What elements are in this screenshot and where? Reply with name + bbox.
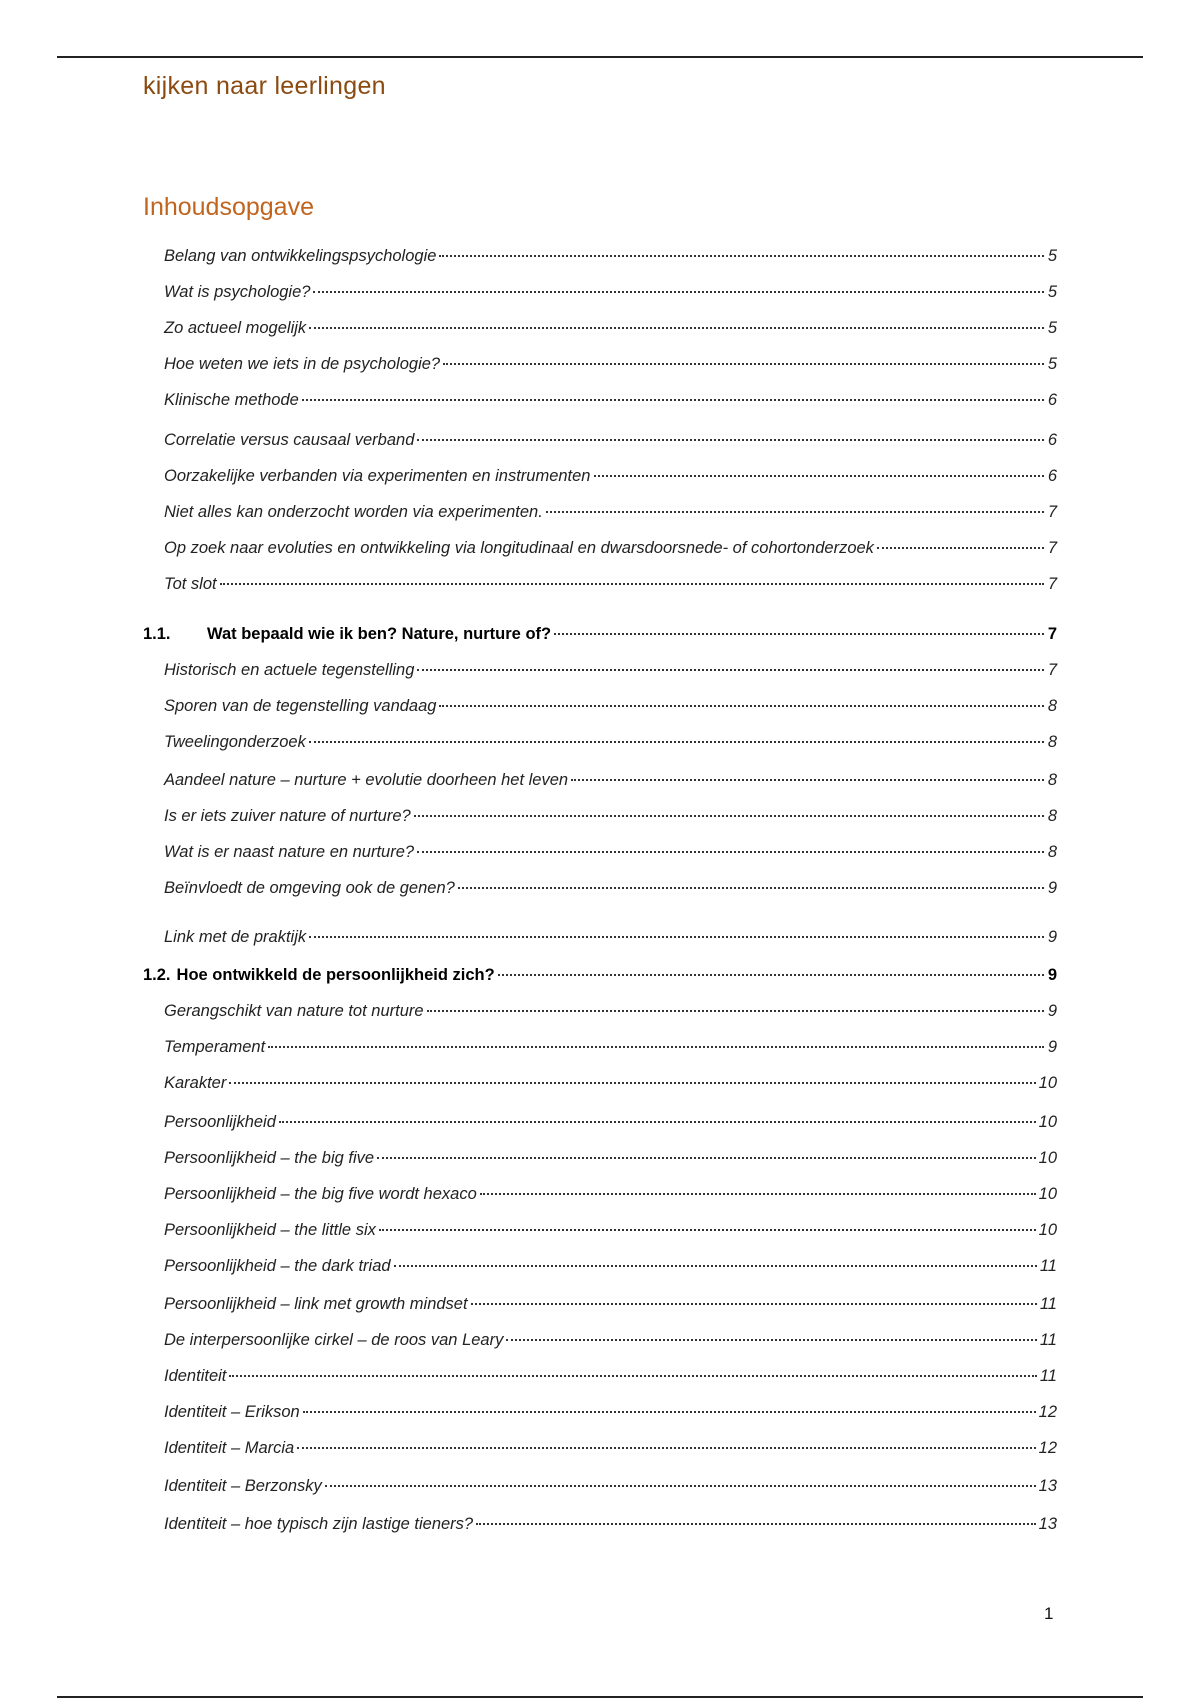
toc-page-number: 8 <box>1047 771 1057 789</box>
dot-leader <box>439 705 1044 707</box>
toc-entry-label: Hoe ontwikkeld de persoonlijkheid zich? <box>176 966 495 984</box>
toc-entry-label: Persoonlijkheid – link met growth mindset <box>164 1295 468 1313</box>
toc-entry-label: Identiteit – Marcia <box>164 1439 295 1457</box>
dot-leader <box>377 1157 1036 1159</box>
toc-heading: Inhoudsopgave <box>143 193 314 221</box>
dot-leader <box>229 1082 1035 1084</box>
dot-leader <box>476 1523 1036 1525</box>
toc-entry[interactable] <box>164 1254 1057 1278</box>
toc-page-number: 11 <box>1039 1295 1057 1313</box>
toc-entry[interactable] <box>164 244 1057 268</box>
dot-leader <box>297 1447 1035 1449</box>
toc-entry-label: Wat bepaald wie ik ben? Nature, nurture of? <box>207 625 552 643</box>
toc-page-number: 6 <box>1047 391 1057 409</box>
toc-page-number: 11 <box>1039 1367 1057 1385</box>
toc-page-number: 10 <box>1038 1149 1057 1167</box>
toc-entry-label: Aandeel nature – nurture + evolutie doorheen het leven <box>164 771 569 789</box>
toc-entry[interactable] <box>164 694 1057 718</box>
toc-entry[interactable] <box>164 1035 1057 1059</box>
dot-leader <box>546 511 1044 513</box>
toc-page-number: 7 <box>1047 625 1057 643</box>
toc-entry-label: Persoonlijkheid – the big five <box>164 1149 375 1167</box>
toc-entry[interactable] <box>164 768 1057 792</box>
toc-entry[interactable] <box>164 730 1057 754</box>
toc-page-number: 5 <box>1047 283 1057 301</box>
toc-page-number: 9 <box>1047 1038 1057 1056</box>
dot-leader <box>302 399 1044 401</box>
toc-entry-label: Beïnvloedt de omgeving ook de genen? <box>164 879 455 897</box>
toc-entry-label: Sporen van de tegenstelling vandaag <box>164 697 437 715</box>
toc-entry[interactable] <box>164 1146 1057 1170</box>
toc-page-number: 5 <box>1047 319 1057 337</box>
toc-page-number: 11 <box>1039 1257 1057 1275</box>
toc-entry-label: Persoonlijkheid – the big five wordt hexaco <box>164 1185 477 1203</box>
toc-page-number: 8 <box>1047 807 1057 825</box>
toc-page-number: 7 <box>1047 539 1057 557</box>
dot-leader <box>506 1339 1037 1341</box>
toc-entry-label: Zo actueel mogelijk <box>164 319 307 337</box>
toc-page-number: 12 <box>1038 1403 1057 1421</box>
toc-entry[interactable] <box>164 1400 1057 1424</box>
dot-leader <box>325 1485 1036 1487</box>
toc-entry-label: Wat is er naast nature en nurture? <box>164 843 415 861</box>
toc-entry-label: Is er iets zuiver nature of nurture? <box>164 807 411 825</box>
dot-leader <box>458 887 1044 889</box>
dot-leader <box>594 475 1045 477</box>
toc-entry[interactable] <box>164 572 1057 596</box>
toc-section-number: 1.2. <box>143 966 171 984</box>
toc-page-number: 9 <box>1047 1002 1057 1020</box>
toc-page-number: 5 <box>1047 355 1057 373</box>
dot-leader <box>414 815 1044 817</box>
page-number: 1 <box>1044 1604 1054 1623</box>
toc-entry-label: Correlatie versus causaal verband <box>164 431 415 449</box>
toc-page-number: 9 <box>1047 966 1057 984</box>
toc-page-number: 10 <box>1038 1185 1057 1203</box>
dot-leader <box>439 255 1044 257</box>
toc-entry-label: De interpersoonlijke cirkel – de roos van Leary <box>164 1331 504 1349</box>
toc-entry-label: Persoonlijkheid – the dark triad <box>164 1257 391 1275</box>
toc-page-number: 8 <box>1047 697 1057 715</box>
toc-page-number: 7 <box>1047 575 1057 593</box>
toc-entry[interactable] <box>164 464 1057 488</box>
toc-section-entry[interactable] <box>143 622 1057 646</box>
toc-page-number: 7 <box>1047 503 1057 521</box>
toc-entry-label: Belang van ontwikkelingspsychologie <box>164 247 437 265</box>
dot-leader <box>554 633 1044 635</box>
toc-entry[interactable] <box>164 1292 1057 1316</box>
dot-leader <box>498 974 1044 976</box>
toc-page-number: 8 <box>1047 733 1057 751</box>
dot-leader <box>268 1046 1044 1048</box>
dot-leader <box>279 1121 1036 1123</box>
toc-page-number: 9 <box>1047 928 1057 946</box>
dot-leader <box>571 779 1044 781</box>
dot-leader <box>220 583 1044 585</box>
toc-entry-label: Klinische methode <box>164 391 299 409</box>
toc-entry-label: Historisch en actuele tegenstelling <box>164 661 415 679</box>
toc-entry[interactable] <box>164 388 1057 412</box>
toc-entry[interactable] <box>164 352 1057 376</box>
toc-entry[interactable] <box>164 536 1057 560</box>
toc-entry-label: Tweelingonderzoek <box>164 733 306 751</box>
toc-page-number: 10 <box>1038 1113 1057 1131</box>
toc-entry[interactable] <box>164 840 1057 864</box>
toc-entry[interactable] <box>164 1218 1057 1242</box>
toc-entry[interactable] <box>164 1474 1057 1498</box>
dot-leader <box>379 1229 1036 1231</box>
dot-leader <box>394 1265 1037 1267</box>
dot-leader <box>417 669 1044 671</box>
toc-page-number: 12 <box>1038 1439 1057 1457</box>
toc-page-number: 7 <box>1047 661 1057 679</box>
toc-entry[interactable] <box>164 999 1057 1023</box>
toc-entry[interactable] <box>164 925 1057 949</box>
dot-leader <box>443 363 1044 365</box>
toc-entry-label: Op zoek naar evoluties en ontwikkeling via longitudinaal en dwarsdoorsnede- of cohortonderzoek <box>164 539 874 557</box>
toc-entry[interactable] <box>164 658 1057 682</box>
dot-leader <box>480 1193 1036 1195</box>
dot-leader <box>427 1010 1044 1012</box>
toc-section-number: 1.1. <box>143 625 171 643</box>
toc-page-number: 11 <box>1039 1331 1057 1349</box>
toc-entry-label: Tot slot <box>164 575 217 593</box>
toc-entry-label: Hoe weten we iets in de psychologie? <box>164 355 441 373</box>
toc-entry-label: Persoonlijkheid <box>164 1113 276 1131</box>
toc-section-entry[interactable] <box>143 963 1057 987</box>
toc-entry-label: Gerangschikt van nature tot nurture <box>164 1002 424 1020</box>
toc-entry[interactable] <box>164 1071 1057 1095</box>
toc-entry-label: Link met de praktijk <box>164 928 307 946</box>
toc-page-number: 13 <box>1038 1477 1057 1495</box>
toc-entry-label: Identiteit <box>164 1367 227 1385</box>
toc-page-number: 10 <box>1038 1221 1057 1239</box>
toc-entry[interactable] <box>164 1512 1057 1536</box>
toc-page-number: 6 <box>1047 431 1057 449</box>
toc-entry-label: Persoonlijkheid – the little six <box>164 1221 376 1239</box>
toc-entry-label: Oorzakelijke verbanden via experimenten en instrumenten <box>164 467 591 485</box>
dot-leader <box>309 936 1044 938</box>
dot-leader <box>417 851 1044 853</box>
dot-leader <box>309 327 1044 329</box>
dot-leader <box>309 741 1044 743</box>
toc-page-number: 9 <box>1047 879 1057 897</box>
toc-entry[interactable] <box>164 1110 1057 1134</box>
toc-page-number: 10 <box>1038 1074 1057 1092</box>
toc-page-number: 8 <box>1047 843 1057 861</box>
dot-leader <box>313 291 1044 293</box>
toc-entry-label: Niet alles kan onderzocht worden via experimenten. <box>164 503 543 521</box>
toc-entry-label: Karakter <box>164 1074 227 1092</box>
toc-entry-label: Wat is psychologie? <box>164 283 311 301</box>
dot-leader <box>877 547 1044 549</box>
toc-entry-label: Identiteit – Berzonsky <box>164 1477 322 1495</box>
dot-leader <box>303 1411 1036 1413</box>
dot-leader <box>417 439 1044 441</box>
toc-entry[interactable] <box>164 804 1057 828</box>
toc-entry[interactable] <box>164 876 1057 900</box>
toc-entry[interactable] <box>164 428 1057 452</box>
toc-entry[interactable] <box>164 500 1057 524</box>
toc-entry[interactable] <box>164 1364 1057 1388</box>
toc-entry-label: Identiteit – Erikson <box>164 1403 300 1421</box>
toc-page-number: 5 <box>1047 247 1057 265</box>
toc-page-number: 13 <box>1038 1515 1057 1533</box>
dot-leader <box>471 1303 1037 1305</box>
toc-entry[interactable] <box>164 316 1057 340</box>
toc-entry[interactable] <box>164 1436 1057 1460</box>
toc-entry-label: Identiteit – hoe typisch zijn lastige tieners? <box>164 1515 474 1533</box>
toc-entry[interactable] <box>164 280 1057 304</box>
footer-rule <box>57 1696 1143 1698</box>
toc-entry-label: Temperament <box>164 1038 266 1056</box>
document-title: kijken naar leerlingen <box>143 72 386 100</box>
toc-page-number: 6 <box>1047 467 1057 485</box>
dot-leader <box>229 1375 1036 1377</box>
toc-entry[interactable] <box>164 1328 1057 1352</box>
toc-entry[interactable] <box>164 1182 1057 1206</box>
